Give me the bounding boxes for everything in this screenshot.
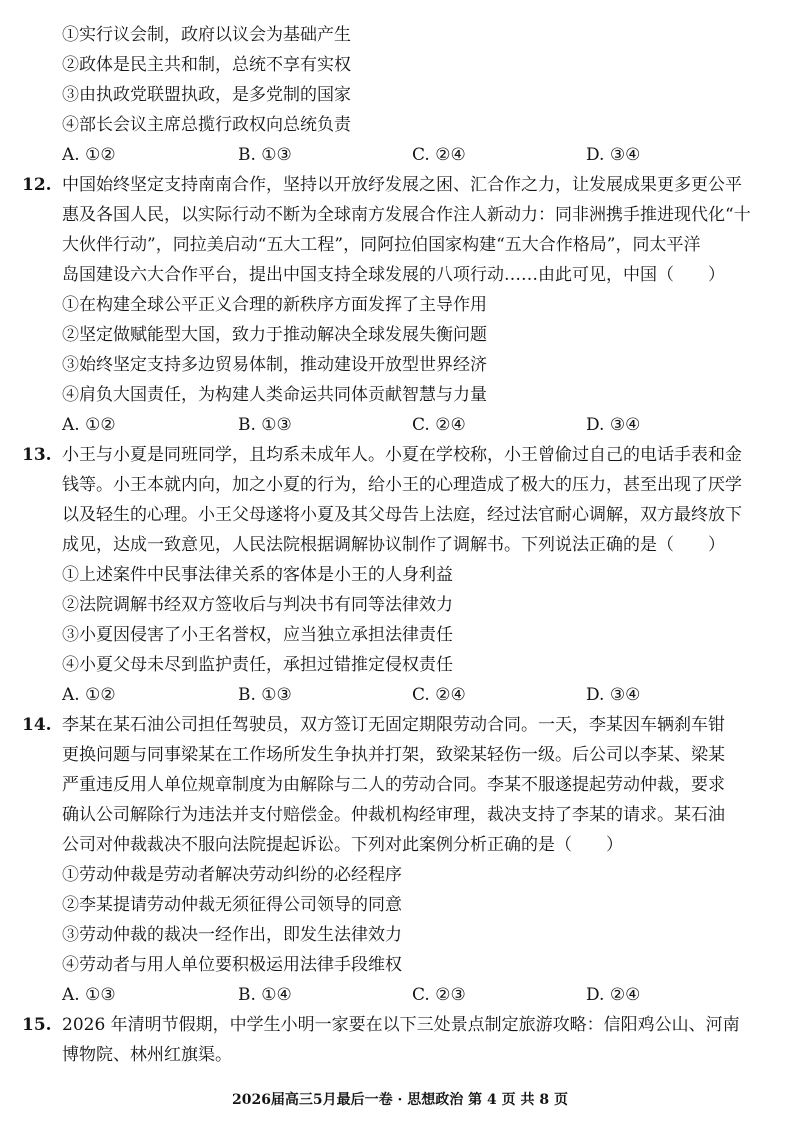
- q14-option-4: ④劳动者与用人单位要积极运用法律手段维权: [62, 955, 402, 975]
- q14-option-3: ③劳动仲裁的裁决一经作出，即发生法律效力: [62, 925, 402, 945]
- q12-choice-d: D. ③④: [586, 415, 641, 435]
- q12-number: 12.: [22, 175, 52, 195]
- q11-option-4: ④部长会议主席总揽行政权向总统负责: [62, 115, 351, 135]
- q12-stem-line-4: 岛国建设六大合作平台，提出中国支持全球发展的八项行动……由此可见，中国（ ）: [62, 265, 725, 285]
- q13-option-2: ②法院调解书经双方签收后与判决书有同等法律效力: [62, 595, 453, 615]
- q13-stem-line-4: 成见，达成一致意见，人民法院根据调解协议制作了调解书。下列说法正确的是（ ）: [62, 535, 725, 555]
- q14-number: 14.: [22, 715, 52, 735]
- q13-option-4: ④小夏父母未尽到监护责任，承担过错推定侵权责任: [62, 655, 453, 675]
- q14-stem-line-1: 李某在某石油公司担任驾驶员，双方签订无固定期限劳动合同。一天，李某因车辆刹车钳: [62, 715, 725, 735]
- q14-choice-b: B. ①④: [238, 985, 292, 1005]
- q12-option-3: ③始终坚定支持多边贸易体制，推动建设开放型世界经济: [62, 355, 487, 375]
- q11-option-1: ①实行议会制，政府以议会为基础产生: [62, 25, 351, 45]
- q12-option-1: ①在构建全球公平正义合理的新秩序方面发挥了主导作用: [62, 295, 487, 315]
- q12-stem-line-3: 大伙伴行动”，同拉美启动“五大工程”，同阿拉伯国家构建“五大合作格局”，同太平洋: [62, 235, 701, 255]
- q13-stem-line-2: 钱等。小王本就内向，加之小夏的行为，给小王的心理造成了极大的压力，甚至出现了厌学: [62, 475, 742, 495]
- q13-choices: [62, 684, 702, 706]
- q12-choice-a: A. ①②: [62, 415, 116, 435]
- q11-choice-d: D. ③④: [586, 145, 641, 165]
- q13-stem-line-3: 以及轻生的心理。小王父母遂将小夏及其父母告上法庭，经过法官耐心调解，双方最终放下: [62, 505, 742, 525]
- q13-number: 13.: [22, 445, 52, 465]
- page-footer: 2026届高三5月最后一卷 · 思想政治 第 4 页 共 8 页: [231, 1092, 569, 1108]
- q13-option-3: ③小夏因侵害了小王名誉权，应当独立承担法律责任: [62, 625, 453, 645]
- q13-option-1: ①上述案件中民事法律关系的客体是小王的人身利益: [62, 565, 453, 585]
- q15-stem-line-1: 2026 年清明节假期，中学生小明一家要在以下三处景点制定旅游攻略：信阳鸡公山、河南: [62, 1015, 740, 1035]
- q12-option-2: ②坚定做赋能型大国，致力于推动解决全球发展失衡问题: [62, 325, 487, 345]
- q12-option-4: ④肩负大国责任，为构建人类命运共同体贡献智慧与力量: [62, 385, 487, 405]
- q14-stem-line-5: 公司对仲裁裁决不服向法院提起诉讼。下列对此案例分析正确的是（ ）: [62, 835, 623, 855]
- q12-stem-line-2: 惠及各国人民，以实际行动不断为全球南方发展合作注人新动力：同非洲携手推进现代化“十: [62, 205, 751, 225]
- q11-choice-b: B. ①③: [238, 145, 292, 165]
- q11-choice-c: C. ②④: [412, 145, 466, 165]
- q14-option-1: ①劳动仲裁是劳动者解决劳动纠纷的必经程序: [62, 865, 402, 885]
- q13-choice-d: D. ③④: [586, 685, 641, 705]
- q12-choices: [62, 414, 702, 436]
- q14-stem-line-2: 更换问题与同事梁某在工作场所发生争执并打架，致梁某轻伤一级。后公司以李某、梁某: [62, 745, 725, 765]
- q11-choice-a: A. ①②: [62, 145, 116, 165]
- q14-choice-a: A. ①③: [62, 985, 116, 1005]
- q14-choice-d: D. ②④: [586, 985, 641, 1005]
- q15-number: 15.: [22, 1015, 52, 1035]
- q12-choice-b: B. ①③: [238, 415, 292, 435]
- q12-choice-c: C. ②④: [412, 415, 466, 435]
- q11-choices: [62, 144, 702, 166]
- q11-option-3: ③由执政党联盟执政，是多党制的国家: [62, 85, 351, 105]
- q13-choice-c: C. ②④: [412, 685, 466, 705]
- q14-stem-line-3: 严重违反用人单位规章制度为由解除与二人的劳动合同。李某不服遂提起劳动仲裁，要求: [62, 775, 725, 795]
- q15-stem-line-2: 博物院、林州红旗渠。: [62, 1045, 232, 1065]
- q13-choice-b: B. ①③: [238, 685, 292, 705]
- q14-option-2: ②李某提请劳动仲裁无须征得公司领导的同意: [62, 895, 402, 915]
- q12-stem-line-1: 中国始终坚定支持南南合作，坚持以开放纾发展之困、汇合作之力，让发展成果更多更公平: [62, 175, 742, 195]
- q14-choices: [62, 984, 702, 1006]
- q13-choice-a: A. ①②: [62, 685, 116, 705]
- q13-stem-line-1: 小王与小夏是同班同学，且均系未成年人。小夏在学校称，小王曾偷过自己的电话手表和金: [62, 445, 742, 465]
- q11-option-2: ②政体是民主共和制，总统不享有实权: [62, 55, 351, 75]
- q14-choice-c: C. ②③: [412, 985, 466, 1005]
- q14-stem-line-4: 确认公司解除行为违法并支付赔偿金。仲裁机构经审理，裁决支持了李某的请求。某石油: [62, 805, 725, 825]
